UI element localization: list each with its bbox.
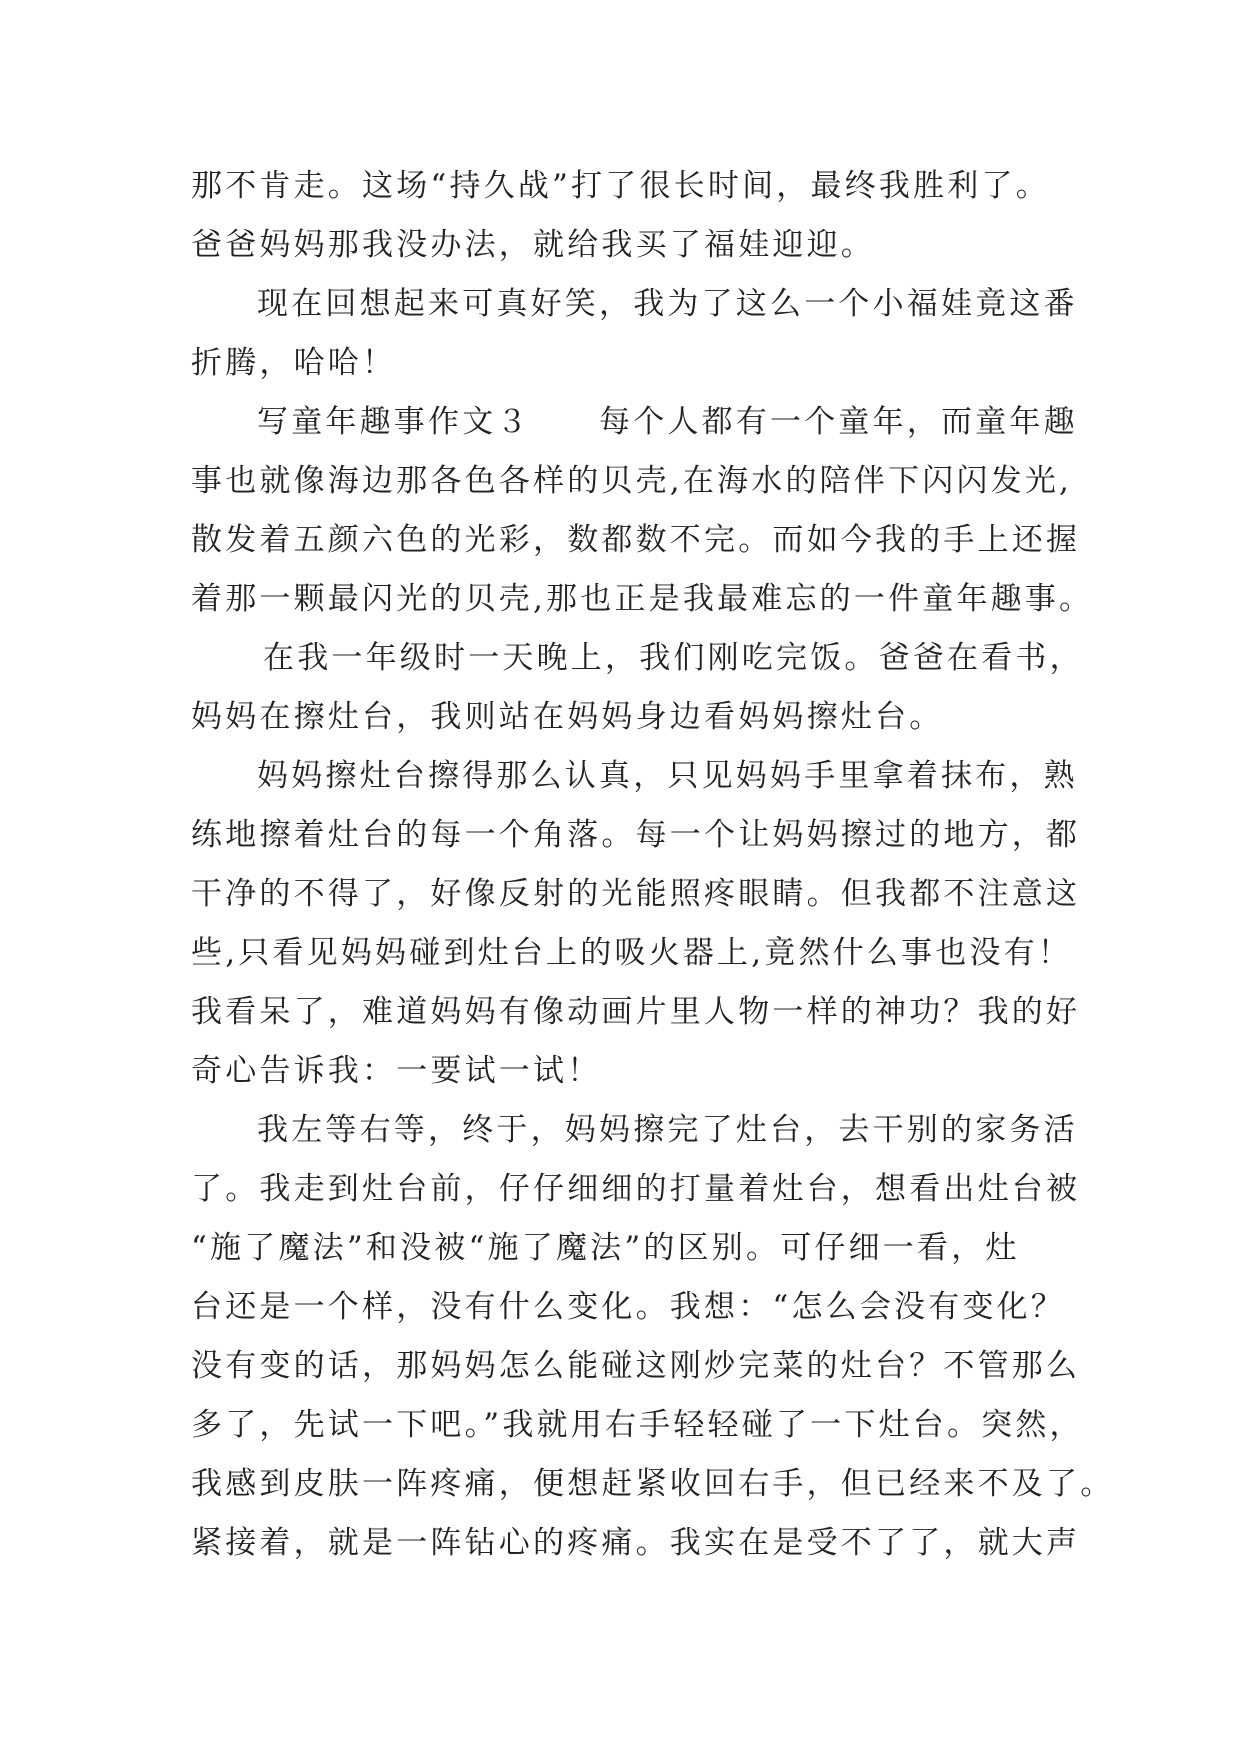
text-line: 奇心告诉我：一要试一试！	[191, 1053, 602, 1089]
text-line: 我感到皮肤一阵疼痛，便想赶紧收回右手，但已经来不及了。	[191, 1466, 1115, 1502]
text-line: 多了，先试一下吧。”我就用右手轻轻碰了一下灶台。突然，	[191, 1407, 1084, 1443]
text-line: 我看呆了，难道妈妈有像动画片里人物一样的神功？我的好	[191, 994, 1081, 1030]
text-line: 折腾，哈哈！	[191, 345, 397, 381]
text-line: 事也就像海边那各色各样的贝壳,在海水的陪伴下闪闪发光,	[191, 463, 1073, 499]
paragraph-start-line: 现在回想起来可真好笑，我为了这么一个小福娃竟这番	[257, 286, 1078, 322]
paragraph-start-line: 我左等右等，终于，妈妈擦完了灶台，去干别的家务活	[257, 1112, 1078, 1148]
text-line: 那不肯走。这场“持久战”打了很长时间，最终我胜利了。	[191, 168, 1050, 204]
paragraph-start-line: 在我一年级时一天晚上，我们刚吃完饭。爸爸在看书，	[263, 640, 1084, 676]
text-line: 些,只看见妈妈碰到灶台上的吸火器上,竟然什么事也没有！	[191, 935, 1073, 971]
text-line: 散发着五颜六色的光彩，数都数不完。而如今我的手上还握	[191, 522, 1081, 558]
section-heading-line: 写童年趣事作文３ 每个人都有一个童年，而童年趣	[257, 404, 1078, 440]
text-line: 干净的不得了，好像反射的光能照疼眼睛。但我都不注意这	[191, 876, 1081, 912]
text-line: 妈妈在擦灶台，我则站在妈妈身边看妈妈擦灶台。	[191, 699, 944, 735]
text-line: “施了魔法”和没被“施了魔法”的区别。可仔细一看，灶	[191, 1230, 1020, 1266]
text-line: 台还是一个样，没有什么变化。我想：“怎么会没有变化？	[191, 1289, 1066, 1325]
document-body	[191, 157, 1115, 1573]
paragraph-start-line: 妈妈擦灶台擦得那么认真，只见妈妈手里拿着抹布，熟	[257, 758, 1078, 794]
text-line: 着那一颗最闪光的贝壳,那也正是我最难忘的一件童年趣事。	[191, 581, 1094, 617]
text-line: 爸爸妈妈那我没办法，就给我买了福娃迎迎。	[191, 227, 875, 263]
text-line: 练地擦着灶台的每一个角落。每一个让妈妈擦过的地方，都	[191, 817, 1081, 853]
text-line: 紧接着，就是一阵钻心的疼痛。我实在是受不了了，就大声	[191, 1525, 1081, 1561]
text-line: 没有变的话，那妈妈怎么能碰这刚炒完菜的灶台？不管那么	[191, 1348, 1081, 1384]
text-line: 了。我走到灶台前，仔仔细细的打量着灶台，想看出灶台被	[191, 1171, 1081, 1207]
